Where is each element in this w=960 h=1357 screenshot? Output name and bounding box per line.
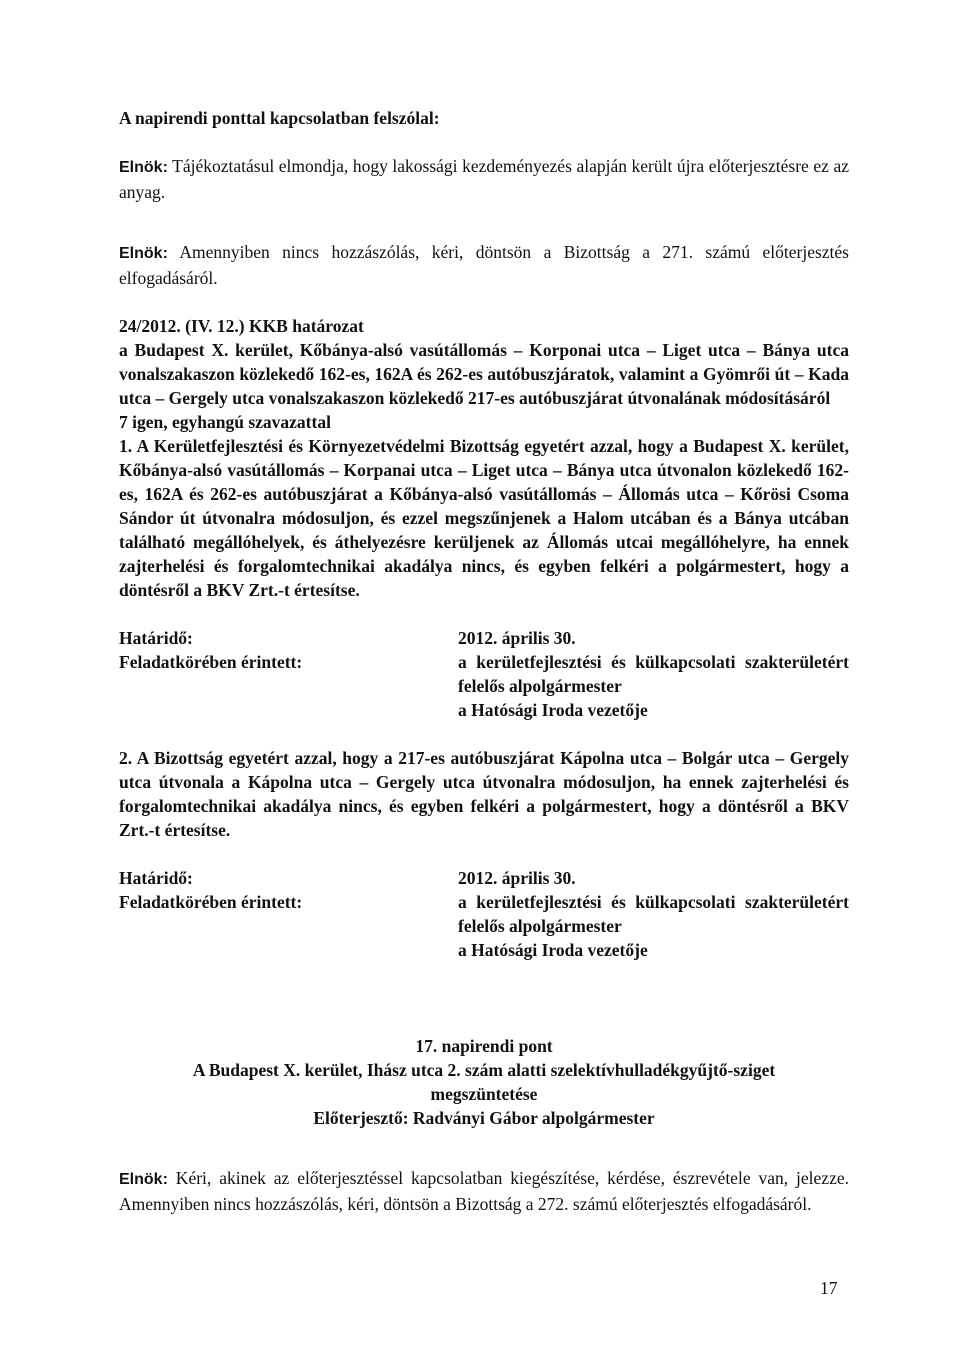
agenda-presenter: Előterjesztő: Radványi Gábor alpolgármester — [313, 1108, 655, 1128]
chair-remark-2 — [119, 240, 849, 290]
resolution-point-1: 1. A Kerületfejlesztési és Környezetvédelmi Bizottság egyetért azzal, hogy a Budapest X. kerület, Kőbánya-alsó vasútállomás – Korpanai utca – Liget utca – Bánya utca útvonalon közlekedő 162-es, 162A és 262-es autóbuszjárat a Kőbánya-alsó vasútállomás – Állomás utca – Kőrösi Csoma Sándor út útvonalra módosuljon, és ezzel megszűnjenek a Halom utcában és a Bánya utcában található megállóhelyek, és áthelyezésre kerüljenek az Állomás utcai megállóhelyre, ha ennek zajterhelési és forgalomtechnikai akadálya nincs, és egyben felkéri a polgármestert, hogy a döntésről a BKV Zrt.-t értesítse. — [119, 436, 849, 600]
resolution-title: a Budapest X. kerület, Kőbánya-alsó vasútállomás – Korponai utca – Liget utca – Bánya utca vonalszakaszon közlekedő 162-es, 162A és 262-es autóbuszjáratok, valamint a Gyömrői út – Kada utca – Gergely utca vonalszakaszon közlekedő 217-es autóbuszjárat útvonalának módosításáról — [119, 340, 849, 408]
resolution-vote: 7 igen, egyhangú szavazattal — [119, 412, 331, 432]
resolution-number: 24/2012. (IV. 12.) KKB határozat — [119, 316, 364, 336]
responsible-label: Feladatkörében érintett: — [119, 892, 303, 912]
deadline-block-1 — [119, 626, 849, 722]
deadline-value: 2012. április 30. — [458, 628, 576, 648]
deadline-block-2 — [119, 866, 849, 962]
agenda-title-cont: megszüntetése — [430, 1084, 538, 1104]
deadline-label: Határidő: — [119, 628, 193, 648]
responsible-value — [458, 890, 849, 962]
responsible-line: a Hatósági Iroda vezetője — [458, 940, 648, 960]
remark-text: Tájékoztatásul elmondja, hogy lakossági kezdeményezés alapján került újra előterjesztésre ez az anyag. — [119, 156, 849, 202]
speaker-label: Elnök: — [119, 159, 168, 176]
responsible-line: a kerületfejlesztési és külkapcsolati szakterületért felelős alpolgármester — [458, 652, 849, 696]
agenda-number: 17. napirendi pont — [415, 1036, 553, 1056]
agenda-item-heading — [119, 1034, 849, 1130]
chair-remark-1 — [119, 154, 849, 204]
responsible-value — [458, 650, 849, 722]
chair-remark-3 — [119, 1166, 849, 1216]
section-heading: A napirendi ponttal kapcsolatban felszólal: — [119, 108, 440, 128]
responsible-label: Feladatkörében érintett: — [119, 652, 303, 672]
remark-text: Kéri, akinek az előterjesztéssel kapcsolatban kiegészítése, kérdése, észrevétele van, jelezze. Amennyiben nincs hozzászólás, kéri, döntsön a Bizottság a 272. számú előterjesztés elfogadásáról. — [119, 1168, 849, 1214]
responsible-line: a Hatósági Iroda vezetője — [458, 700, 648, 720]
resolution-point-2: 2. A Bizottság egyetért azzal, hogy a 217-es autóbuszjárat Kápolna utca – Bolgár utca – Gergely utca útvonala a Kápolna utca – Gergely utca útvonalra módosuljon, ha ennek zajterhelési és forgalomtechnikai akadálya nincs, és egyben felkéri a polgármestert, hogy a döntésről a BKV Zrt.-t értesítse. — [119, 748, 849, 840]
speaker-label: Elnök: — [119, 1171, 168, 1188]
responsible-line: a kerületfejlesztési és külkapcsolati szakterületért felelős alpolgármester — [458, 892, 849, 936]
deadline-label: Határidő: — [119, 868, 193, 888]
speaker-label: Elnök: — [119, 245, 168, 262]
page-number: 17 — [820, 1278, 838, 1298]
agenda-title: A Budapest X. kerület, Ihász utca 2. szám alatti szelektívhulladékgyűjtő-sziget — [192, 1060, 776, 1080]
deadline-value: 2012. április 30. — [458, 868, 576, 888]
document-page — [119, 106, 849, 1216]
remark-text: Amennyiben nincs hozzászólás, kéri, döntsön a Bizottság a 271. számú előterjesztés elfogadásáról. — [119, 242, 849, 288]
